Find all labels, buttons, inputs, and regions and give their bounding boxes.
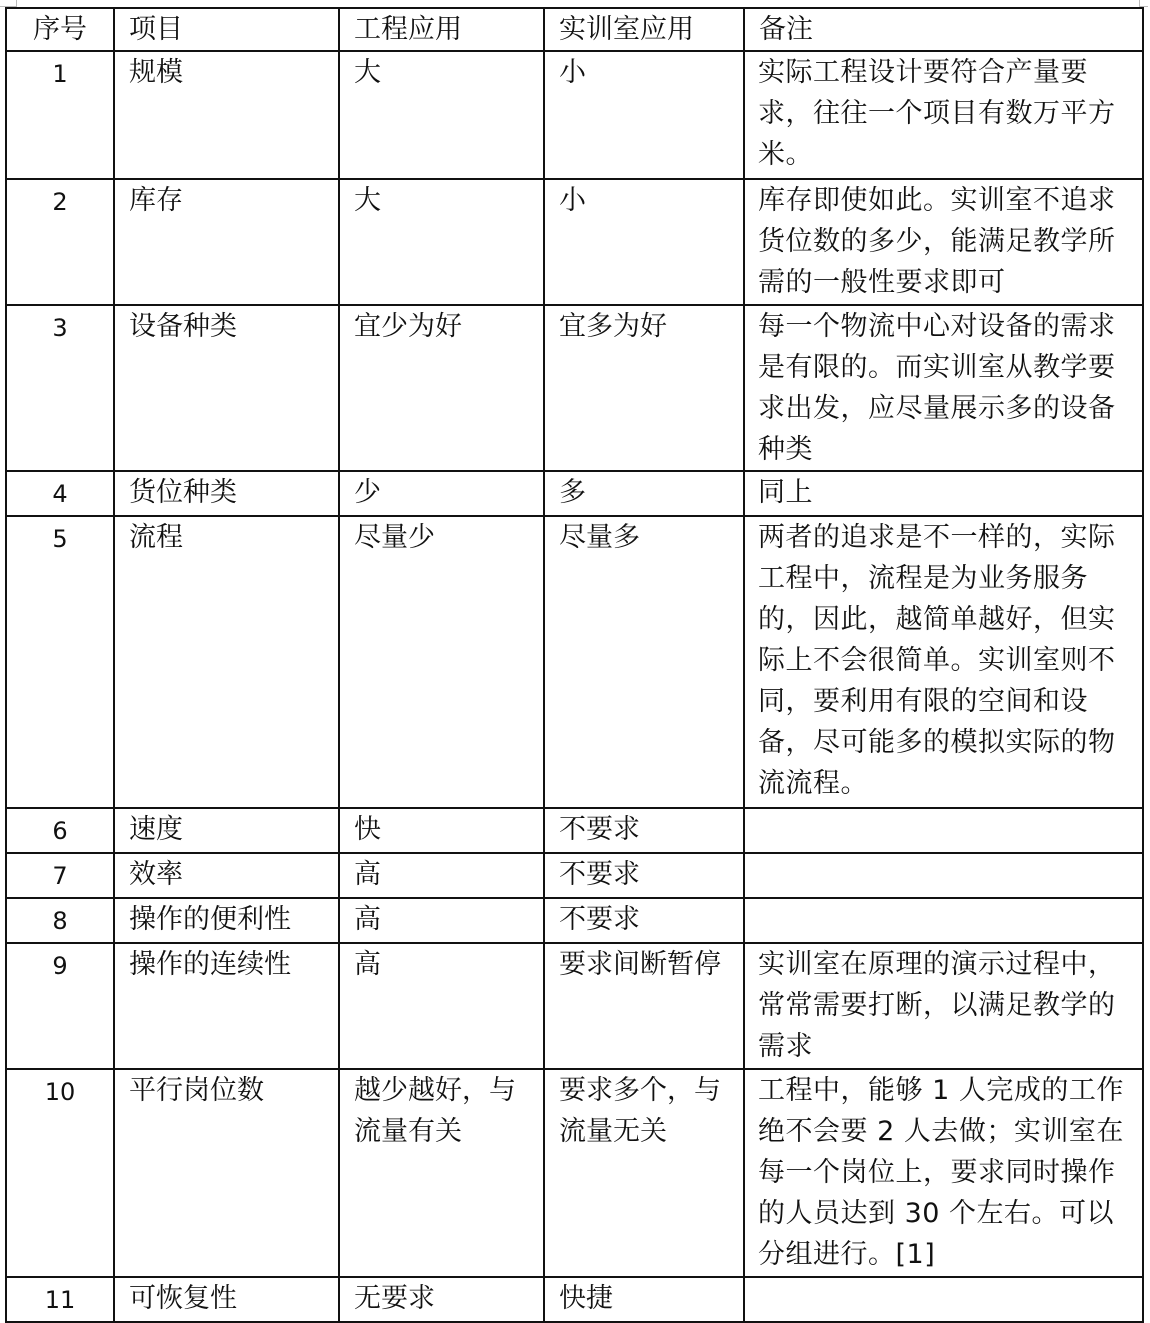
- cell-remark: 每一个物流中心对设备的需求是有限的。而实训室从教学要求出发，应尽量展示多的设备种类: [744, 305, 1143, 471]
- cell-item: 效率: [114, 853, 339, 898]
- cell-no: [6, 1069, 114, 1277]
- cell-lab: 不要求: [544, 853, 744, 898]
- cell-no: [6, 51, 114, 179]
- cell-engineering: 宜少为好: [339, 305, 544, 471]
- cell-remark: 同上: [744, 471, 1143, 516]
- cell-engineering: 尽量少: [339, 516, 544, 808]
- header-item: 项目: [114, 8, 339, 51]
- row-number: 9: [52, 952, 68, 980]
- cell-no: [6, 808, 114, 853]
- table-row: [6, 1277, 1143, 1322]
- table-row: [6, 853, 1143, 898]
- cell-item: 可恢复性: [114, 1277, 339, 1322]
- header-lab: 实训室应用: [544, 8, 744, 51]
- cell-lab: 要求间断暂停: [544, 943, 744, 1069]
- cell-remark: [744, 853, 1143, 898]
- header-engineering: 工程应用: [339, 8, 544, 51]
- row-number: 5: [52, 525, 68, 553]
- header-remark: 备注: [744, 8, 1143, 51]
- cell-item: 操作的连续性: [114, 943, 339, 1069]
- table-row: [6, 471, 1143, 516]
- row-number: 4: [52, 480, 68, 508]
- cell-no: [6, 898, 114, 943]
- cell-no: [6, 516, 114, 808]
- cell-lab: 小: [544, 51, 744, 179]
- row-number: 11: [44, 1286, 76, 1314]
- cell-remark: 两者的追求是不一样的，实际工程中，流程是为业务服务的，因此，越简单越好，但实际上不会很简单。实训室则不同，要利用有限的空间和设备，尽可能多的模拟实际的物流流程。: [744, 516, 1143, 808]
- cell-no: [6, 179, 114, 305]
- table-row: [6, 51, 1143, 179]
- table-header-row: [6, 8, 1143, 51]
- cell-remark: [744, 1277, 1143, 1322]
- cell-remark: 库存即使如此。实训室不追求货位数的多少，能满足教学所需的一般性要求即可: [744, 179, 1143, 305]
- row-number: 10: [44, 1078, 76, 1106]
- row-number: 7: [52, 862, 68, 890]
- table-row: [6, 179, 1143, 305]
- cell-remark: 工程中，能够 1 人完成的工作绝不会要 2 人去做；实训室在每一个岗位上，要求同时操作的人员达到 30 个左右。可以分组进行。[1]: [744, 1069, 1143, 1277]
- cell-lab: 不要求: [544, 808, 744, 853]
- cell-item: 货位种类: [114, 471, 339, 516]
- cell-remark: [744, 808, 1143, 853]
- row-number: 8: [52, 907, 68, 935]
- cell-item: 平行岗位数: [114, 1069, 339, 1277]
- table-row: [6, 516, 1143, 808]
- cell-item: 库存: [114, 179, 339, 305]
- cell-engineering: 无要求: [339, 1277, 544, 1322]
- table-row: [6, 898, 1143, 943]
- cell-lab: 宜多为好: [544, 305, 744, 471]
- cell-remark: 实训室在原理的演示过程中，常常需要打断，以满足教学的需求: [744, 943, 1143, 1069]
- comparison-table: [5, 7, 1144, 1323]
- cell-lab: 小: [544, 179, 744, 305]
- cell-lab: 尽量多: [544, 516, 744, 808]
- cell-remark: [744, 898, 1143, 943]
- cell-engineering: 高: [339, 853, 544, 898]
- row-number: 2: [52, 188, 68, 216]
- cell-no: [6, 943, 114, 1069]
- cell-lab: 快捷: [544, 1277, 744, 1322]
- cell-engineering: 大: [339, 51, 544, 179]
- cell-engineering: 高: [339, 898, 544, 943]
- table-row: [6, 305, 1143, 471]
- cell-no: [6, 1277, 114, 1322]
- cell-engineering: 高: [339, 943, 544, 1069]
- cell-item: 速度: [114, 808, 339, 853]
- table-row: [6, 808, 1143, 853]
- cell-engineering: 少: [339, 471, 544, 516]
- cell-lab: 不要求: [544, 898, 744, 943]
- cell-engineering: 快: [339, 808, 544, 853]
- cell-item: 规模: [114, 51, 339, 179]
- cell-no: [6, 471, 114, 516]
- cell-engineering: 大: [339, 179, 544, 305]
- row-number: 1: [52, 60, 68, 88]
- cell-item: 操作的便利性: [114, 898, 339, 943]
- table-row: [6, 943, 1143, 1069]
- cell-item: 流程: [114, 516, 339, 808]
- page-corner-mark-right: [1139, 0, 1148, 7]
- row-number: 3: [52, 314, 68, 342]
- table-row: [6, 1069, 1143, 1277]
- header-no: 序号: [6, 8, 114, 51]
- cell-item: 设备种类: [114, 305, 339, 471]
- cell-no: [6, 305, 114, 471]
- cell-lab: 多: [544, 471, 744, 516]
- cell-remark: 实际工程设计要符合产量要求，往往一个项目有数万平方米。: [744, 51, 1143, 179]
- page-corner-mark-left: [0, 0, 17, 7]
- cell-no: [6, 853, 114, 898]
- row-number: 6: [52, 817, 68, 845]
- cell-lab: 要求多个，与流量无关: [544, 1069, 744, 1277]
- cell-engineering: 越少越好，与流量有关: [339, 1069, 544, 1277]
